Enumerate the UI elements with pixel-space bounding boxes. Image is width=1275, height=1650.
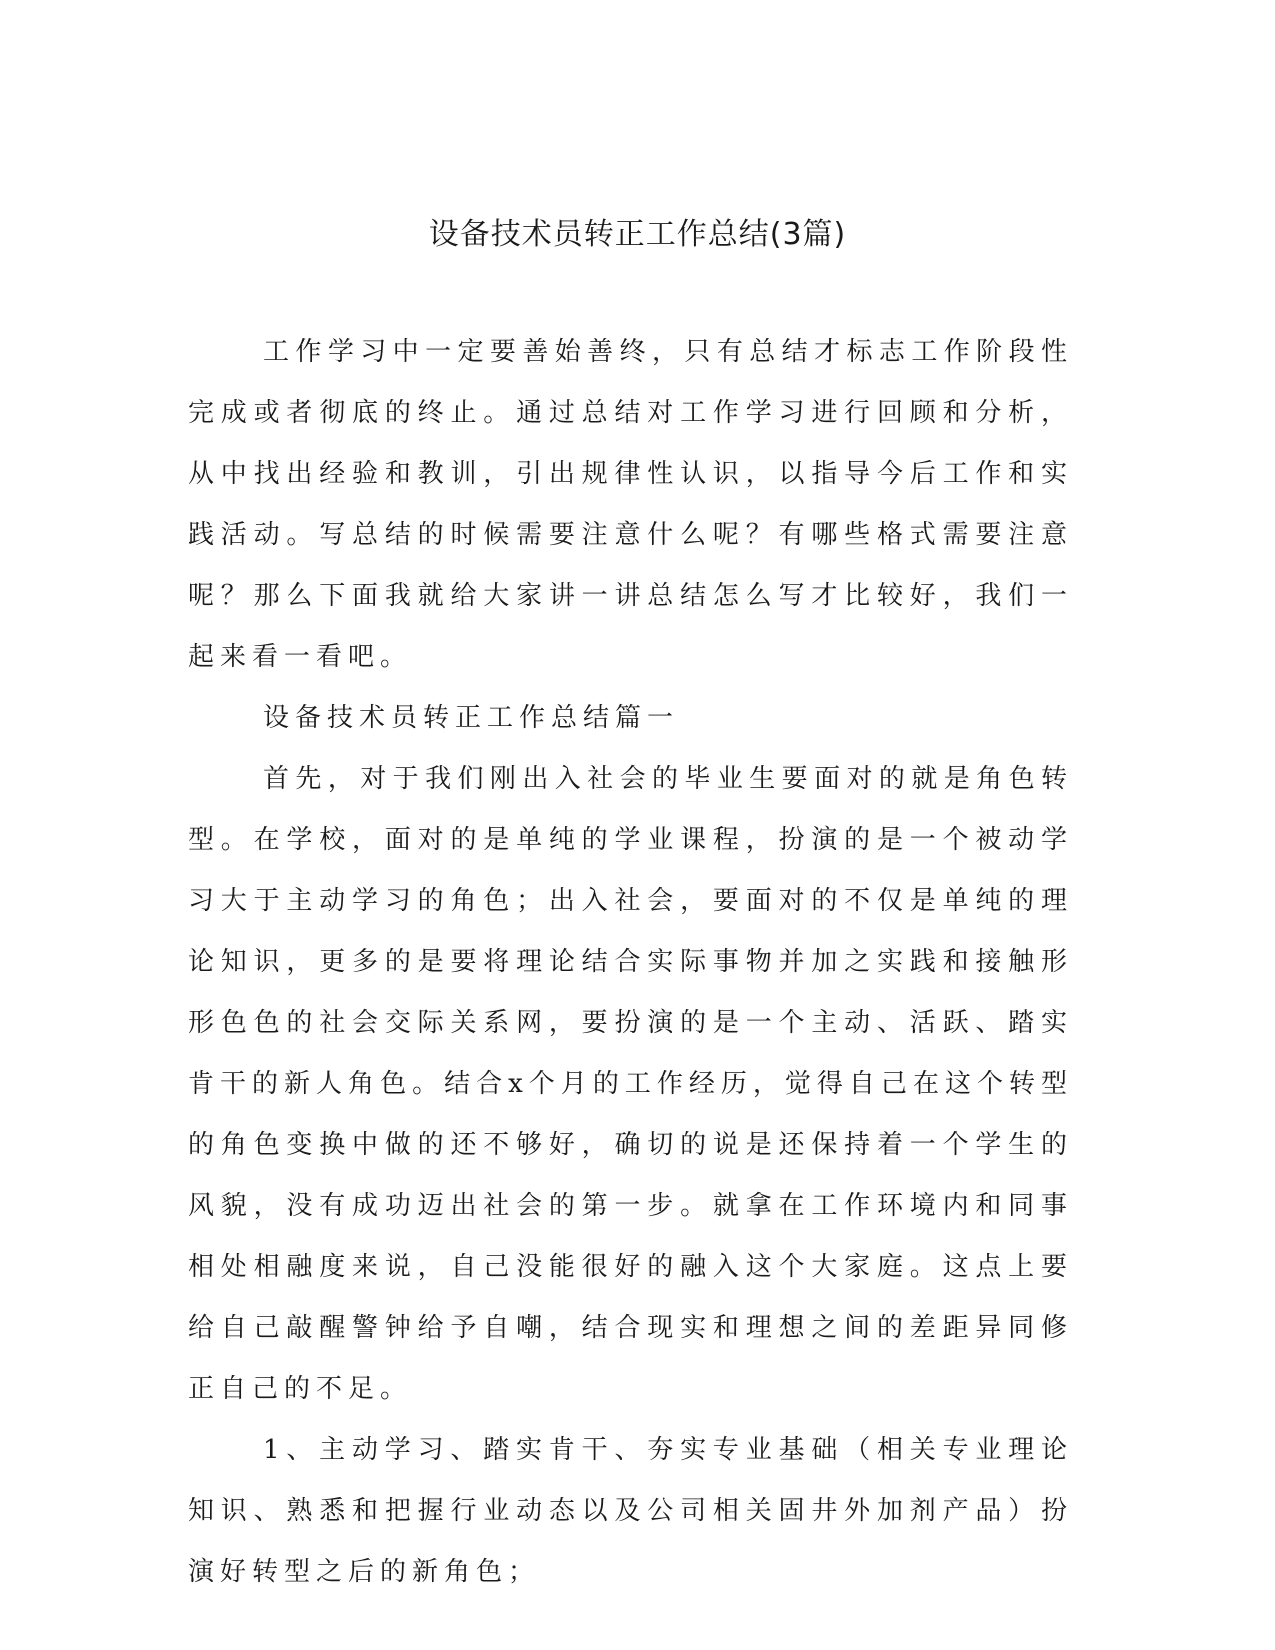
document-body: [188, 322, 1073, 1603]
document-title: 设备技术员转正工作总结(3篇): [428, 217, 847, 252]
body-paragraph: 首先，对于我们刚出入社会的毕业生要面对的就是角色转型。在学校，面对的是单纯的学业课程，扮演的是一个被动学习大于主动学习的角色；出入社会，要面对的不仅是单纯的理论知识，更多的是要将理论结合实际事物并加之实践和接触形形色色的社会交际关系网，要扮演的是一个主动、活跃、踏实肯干的新人角色。结合x个月的工作经历，觉得自己在这个转型的角色变换中做的还不够好，确切的说是还保持着一个学生的风貌，没有成功迈出社会的第一步。就拿在工作环境内和同事相处相融度来说，自己没能很好的融入这个大家庭。这点上要给自己敲醒警钟给予自嘲，结合现实和理想之间的差距异同修正自己的不足。: [188, 764, 1073, 1404]
intro-paragraph: 工作学习中一定要善始善终，只有总结才标志工作阶段性完成或者彻底的终止。通过总结对工作学习进行回顾和分析，从中找出经验和教训，引出规律性认识，以指导今后工作和实践活动。写总结的时候需要注意什么呢？有哪些格式需要注意呢？那么下面我就给大家讲一讲总结怎么写才比较好，我们一起来看一看吧。: [188, 337, 1073, 672]
list-item-paragraph: 1、主动学习、踏实肯干、夯实专业基础（相关专业理论知识、熟悉和把握行业动态以及公司相关固井外加剂产品）扮演好转型之后的新角色；: [188, 1435, 1073, 1587]
section-heading: 设备技术员转正工作总结篇一: [263, 703, 680, 733]
